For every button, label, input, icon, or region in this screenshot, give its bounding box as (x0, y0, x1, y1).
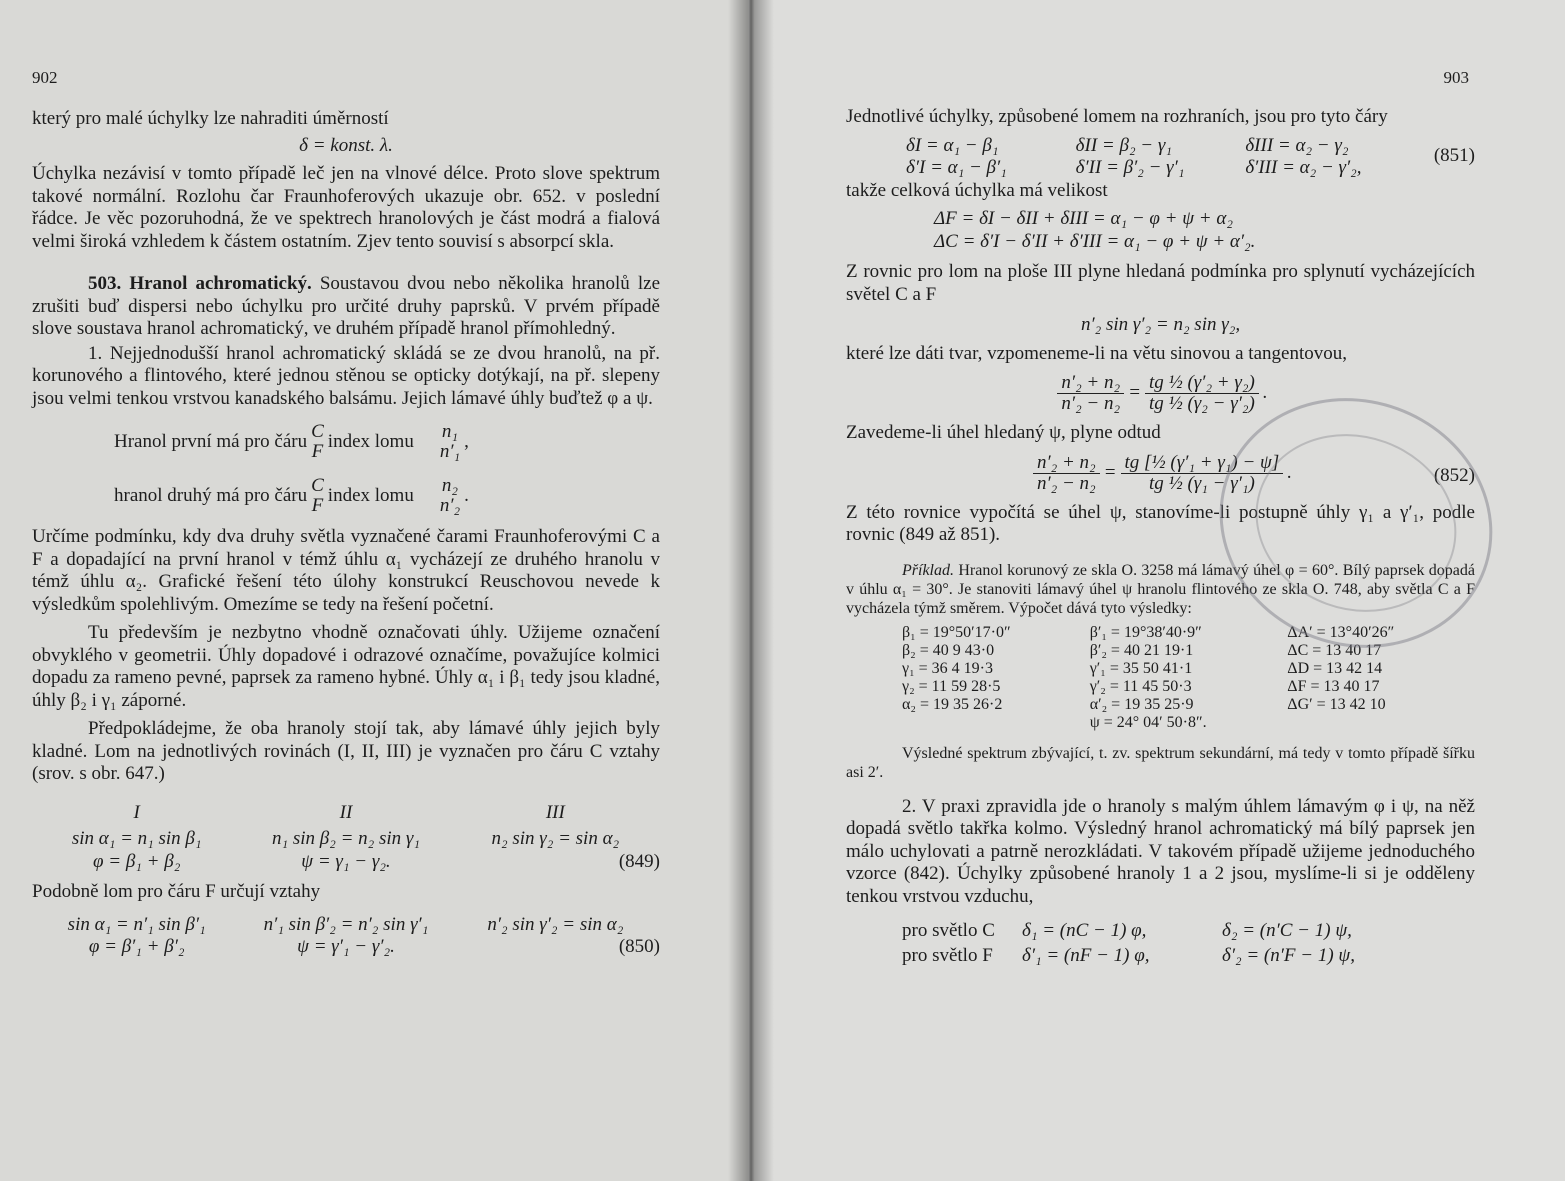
prism-2-n: n₂ (441, 475, 459, 496)
prism-2-index: index lomu (327, 484, 414, 506)
results-cell: β′₂ = 40 21 19·1 (1089, 641, 1194, 659)
section-text: Soustavou dvou nebo několika hranolů lze zrušiti buď dispersi nebo úchylku pro určité druhy paprsků. V prvém případě slove soustava hranol achromatický, ve druhém případě hranol přímohledný. (32, 273, 661, 339)
prism-2-nprime: n′₂ (439, 495, 461, 516)
results-table (902, 624, 1475, 732)
results-cell: ΔF = 13 40 17 (1287, 677, 1380, 695)
eq850-2b: ψ = γ′₁ − γ′₂. (297, 936, 395, 957)
results-cell: γ′₁ = 35 50 41·1 (1089, 659, 1193, 677)
example (846, 561, 1475, 618)
results-cell: β₁ = 19°50′17·0″ (902, 623, 1011, 641)
left-paragraph-3: 1. Nejjednodušší hranol achromatický skládá se ze dvou hranolů, na př. korunového a flintového, které jednou stěnou se opticky dotýkají, na př. slepeny jsou velmi tenkou vrstvou kanadského balsámu. Jejich lámavé úhly buďtež φ a ψ. (32, 342, 660, 409)
prism-1-f: F (311, 441, 324, 462)
prism-1-line (114, 422, 660, 462)
fraction-4-num: tg [½ (γ′₁ + γ₁) − ψ] (1121, 453, 1284, 474)
fraction-2-den: tg ½ (γ₂ − γ′₂) (1148, 393, 1255, 414)
example-label: Příklad. (902, 561, 954, 579)
example-text: Hranol korunový ze skla O. 3258 má lámavý úhel φ = 60°. Bílý paprsek dopadá v úhlu α₁ = 30°. Je stanoviti lámavý úhel ψ hranolu flintového ze skla O. 748, aby světla C a F vycházela týmž směrem. Výpočet dává tyto výsledky: (846, 561, 1476, 617)
results-col-3 (1287, 624, 1475, 732)
results-cell: γ₂ = 11 59 28·5 (902, 677, 1001, 695)
light-f-label: pro světlo F (902, 944, 993, 966)
eq849-2a: φ = β₁ + β₂ (93, 850, 181, 872)
fraction-end: . (1262, 382, 1268, 404)
fraction-1 (1057, 373, 1124, 414)
equation-849-row-1 (32, 828, 660, 851)
right-paragraph-5: Zavedeme-li úhel hledaný ψ, plyne odtud (846, 422, 1161, 443)
results-cell: γ′₂ = 11 45 50·3 (1089, 677, 1192, 695)
results-cell: ΔD = 13 42 14 (1287, 659, 1383, 677)
eq849-2b: ψ = γ₁ − γ₂. (301, 850, 391, 872)
right-paragraph-7: Výsledné spektrum zbývající, t. zv. spektrum sekundární, má tedy v tomto případě šířku asi 2′. (846, 744, 1475, 781)
right-page (748, 0, 1565, 1181)
light-f-eq2: δ′₂ = (n′F − 1) ψ, (1222, 944, 1355, 966)
results-cell: α₂ = 19 35 26·2 (902, 695, 1003, 713)
prism-1-end: , (464, 430, 469, 452)
eq850-1b: n′₁ sin β′₂ = n′₂ sin γ′₁ (263, 913, 429, 935)
fraction-3 (1033, 453, 1100, 494)
light-c-row (902, 920, 1475, 943)
section-number: 503. (88, 273, 122, 294)
fraction-3-num: n′₂ + n₂ (1033, 453, 1100, 474)
right-paragraph-6: Z této rovnice vypočítá se úhel ψ, stanovíme-li postupně úhly γ₁ a γ′₁, podle rovnic (849 až 851). (846, 501, 1475, 545)
fraction-4 (1121, 453, 1284, 494)
equation-850-row-2 (32, 936, 660, 959)
eq851-2c: δ′III = α₂ − γ′₂, (1245, 157, 1362, 178)
col-I: I (133, 801, 140, 823)
left-paragraph-2: Úchylka nezávisí v tomto případě leč jen na vlnové délce. Proto slove spektrum takové normální. Rozlohu čar Fraunhoferových ukazuje obr. 652. v poslední řádce. Je věc pozoruhodná, že ve spektrech hranolových je část modrá a fialová velmi široká vzhledem k částem ostatním. Zjev tento souvisí s absorpcí skla. (32, 163, 660, 252)
equation-849-row-2 (32, 851, 660, 874)
delta-f: ΔF = δI − δII + δIII = α₁ − φ + ψ + α₂ (934, 208, 1233, 229)
fraction-4-end: . (1287, 461, 1293, 483)
equation-851-row-1 (846, 135, 1475, 158)
light-f-row (902, 945, 1475, 968)
section-503 (32, 273, 660, 341)
equation-tangent (846, 373, 1475, 414)
eq851-1b: δII = β₂ − γ₁ (1075, 134, 1172, 156)
eq849-1c: n₂ sin γ₂ = sin α₂ (491, 828, 620, 849)
right-paragraph-2: takže celková úchylka má velikost (846, 179, 1108, 201)
results-cell: β′₁ = 19°38′40·9″ (1089, 623, 1202, 641)
fraction-eq: = (1128, 382, 1141, 404)
fraction-3-eq: = (1103, 461, 1117, 483)
fraction-4-den: tg ½ (γ₁ − γ′₁) (1148, 472, 1255, 494)
left-paragraph-7: Podobně lom pro čáru F určují vztahy (32, 881, 321, 902)
light-c-label: pro světlo C (902, 920, 995, 941)
right-paragraph-8: 2. V praxi zpravidla jde o hranoly s malým úhlem lámavým φ i ψ, na něž dopadá světlo takřka kolmo. Výsledný hranol achromatický má bílý paprsek jen málo uchylovati a patrně nerozkládati. V takovém případě užijeme jednoduchého vzorce (842). Úchylky způsobené hranoly 1 a 2 jsou, myslíme-li si je odděleny tenkou vrstvou vzduchu, (846, 795, 1475, 907)
results-cell: β₂ = 40 9 43·0 (902, 641, 995, 659)
eq849-number: (849) (618, 850, 660, 872)
equation-852 (846, 453, 1475, 494)
left-paragraph-1: který pro malé úchylky lze nahraditi úměrností (32, 108, 389, 129)
equation-const: δ = konst. λ. (299, 134, 393, 156)
left-paragraph-6: Předpokládejme, že oba hranoly stojí tak, aby lámavé úhly jejich byly kladné. Lom na jednotlivých rovinách (I, II, III) je vyznačen pro čáru C vztahy (srov. s obr. 647.) (32, 718, 660, 784)
left-page (0, 0, 748, 1181)
fraction-3-den: n′₂ − n₂ (1036, 472, 1096, 494)
prism-1-nprime: n′₁ (439, 441, 461, 462)
left-paragraph-5: Tu především je nezbytno vhodně označovati úhly. Užijeme označení obvyklého v geometrii. Úhly dopadové i odrazové označíme, považujíce kolmici dopadu za rameno pevné, paprsek za rameno hybné. Úhly α₁ i β₁ tedy jsou kladné, úhly β₂ i γ₁ záporné. (32, 622, 660, 711)
fraction-2 (1145, 373, 1259, 414)
prism-2-line (114, 476, 660, 516)
prism-1-n: n₁ (441, 421, 459, 442)
column-headers (32, 802, 660, 825)
fraction-2-num: tg ½ (γ′₂ + γ₂) (1145, 373, 1259, 394)
eq849-1b: n₁ sin β₂ = n₂ sin γ₁ (271, 828, 421, 849)
results-cell: ΔG′ = 13 42 10 (1287, 695, 1386, 713)
eq851-1c: δIII = α₂ − γ₂ (1245, 134, 1349, 156)
col-III: III (545, 801, 565, 823)
results-cell: α′₂ = 19 35 25·9 (1089, 695, 1194, 713)
prism-2-f: F (311, 495, 324, 516)
light-f-eq1: δ′₁ = (nF − 1) φ, (1022, 944, 1150, 966)
eq852-number: (852) (1433, 464, 1475, 486)
right-paragraph-1: Jednotlivé úchylky, způsobené lomem na rozhraních, jsou pro tyto čáry (846, 106, 1388, 127)
eq850-1a: sin α₁ = n′₁ sin β′₁ (67, 913, 206, 935)
prism-2-lines (311, 476, 324, 516)
prism-1-c: C (311, 421, 324, 442)
equation-851-row-2-wrap (846, 145, 1475, 180)
prism-2-c: C (311, 475, 324, 496)
delta-c: ΔC = δ′I − δ′II + δ′III = α₁ − φ + ψ + α′₂. (934, 230, 1256, 252)
psi-result: ψ = 24° 04′ 50·8″. (1089, 713, 1207, 731)
prism-2-end: . (464, 484, 469, 506)
results-cell: γ₁ = 36 4 19·3 (902, 659, 993, 677)
page-number-left: 902 (32, 68, 58, 87)
prism-1-lines (311, 422, 324, 462)
eq849-1a: sin α₁ = n₁ sin β₁ (71, 828, 202, 849)
eq850-number: (850) (618, 936, 660, 957)
equation-851-row-2 (846, 157, 1475, 180)
equation-850-row-1 (32, 914, 660, 937)
light-c-eq2: δ₂ = (n′C − 1) ψ, (1222, 920, 1352, 941)
eq850-1c: n′₂ sin γ′₂ = sin α₂ (487, 913, 624, 935)
fraction-1-num: n′₂ + n₂ (1057, 373, 1124, 394)
eq851-number: (851) (1433, 145, 1475, 166)
page-number-right: 903 (1443, 68, 1469, 87)
results-col-1 (902, 624, 1090, 732)
results-col-2 (1090, 624, 1288, 732)
equation-sin: n′₂ sin γ′₂ = n₂ sin γ₂, (1080, 314, 1241, 335)
right-paragraph-4: které lze dáti tvar, vzpomeneme-li na větu sinovou a tangentovou, (846, 342, 1347, 364)
section-title: Hranol achromatický. (129, 273, 312, 294)
eq851-2b: δ′II = β′₂ − γ′₁ (1075, 157, 1185, 178)
fraction-1-den: n′₂ − n₂ (1061, 393, 1121, 414)
prism-2-indices (440, 476, 460, 516)
left-paragraph-4: Určíme podmínku, kdy dva druhy světla vyznačené čarami Fraunhoferovými C a F a dopadající na první hranol v témž úhlu α₁ vycházejí ze druhého hranolu v témž úhlu α₂. Grafické řešení této úlohy konstrukcí Reuschovou nevede k výsledkům spolehlivým. Omezíme se tedy na řešení početní. (32, 526, 660, 615)
right-paragraph-3: Z rovnic pro lom na ploše III plyne hledaná podmínka pro splynutí vycházejících světel C a F (846, 261, 1475, 305)
prism-1-index: index lomu (327, 430, 414, 452)
results-cell: ΔC = 13 40 17 (1287, 641, 1382, 659)
prism-2-text: hranol druhý má pro čáru (114, 484, 308, 506)
prism-1-text: Hranol první má pro čáru (114, 430, 308, 452)
eq851-1a: δI = α₁ − β₁ (906, 134, 999, 156)
col-II: II (339, 801, 353, 823)
prism-1-indices (440, 422, 460, 462)
eq851-2a: δ′I = α₁ − β′₁ (906, 157, 1007, 178)
light-c-eq1: δ₁ = (nC − 1) φ, (1022, 920, 1147, 941)
results-cell: ΔA′ = 13°40′26″ (1287, 623, 1395, 641)
eq850-2a: φ = β′₁ + β′₂ (88, 936, 185, 957)
